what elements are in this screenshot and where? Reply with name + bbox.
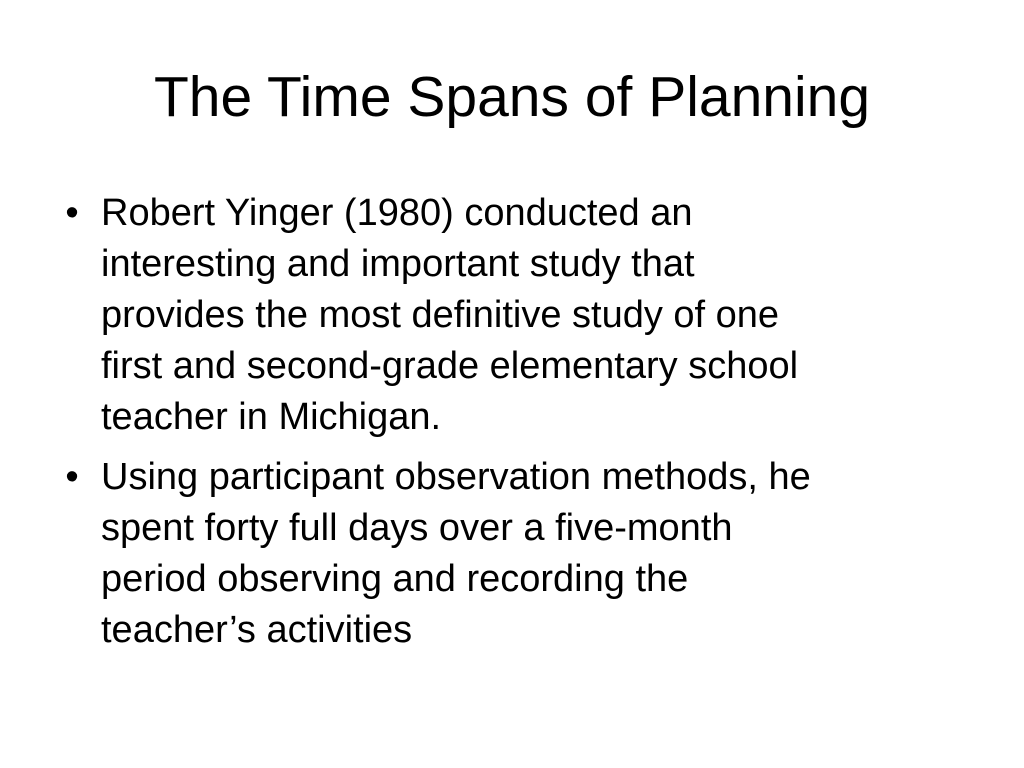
bullet-list [62, 188, 982, 665]
bullet-marker: • [65, 456, 79, 498]
bullet-marker: • [65, 192, 79, 234]
bullet-line: period observing and recording the [101, 558, 689, 600]
bullet-line: spent forty full days over a five-month [101, 507, 733, 549]
bullet-line: teacher in Michigan. [101, 396, 442, 438]
bullet-line: Using participant observation methods, he [101, 456, 811, 498]
bullet-line: first and second-grade elementary school [101, 345, 799, 387]
bullet-item [62, 188, 982, 443]
slide-title: The Time Spans of Planning [153, 65, 871, 129]
bullet-line: provides the most definitive study of one [101, 294, 780, 336]
bullet-line: teacher’s activities [101, 609, 413, 651]
bullet-line: Robert Yinger (1980) conducted an [101, 192, 693, 234]
bullet-line: interesting and important study that [101, 243, 695, 285]
bullet-item [62, 452, 982, 656]
